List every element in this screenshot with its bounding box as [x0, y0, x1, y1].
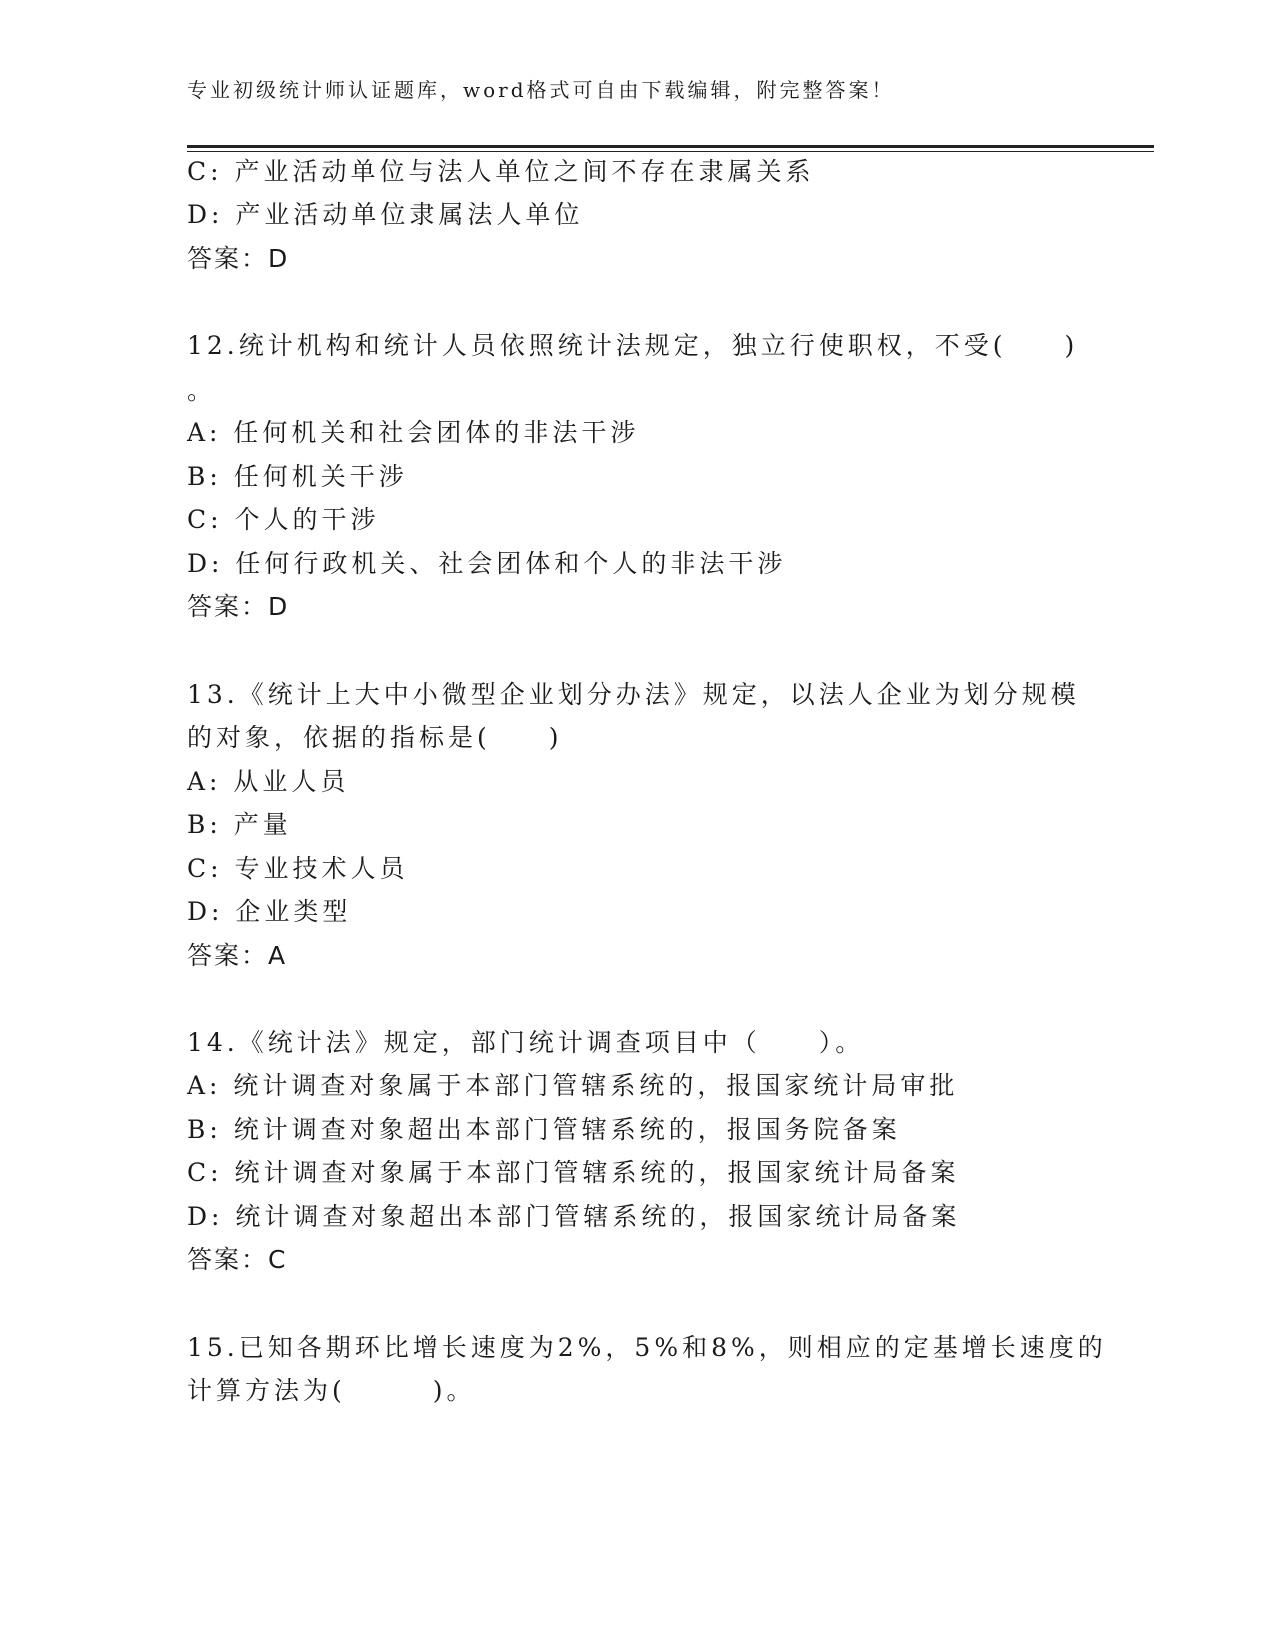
- q13-answer: 答案：A: [187, 941, 288, 970]
- q12-option-b: B: 任何机关干涉: [187, 462, 408, 491]
- q14-option-a: A: 统计调查对象属于本部门管辖系统的，报国家统计局审批: [187, 1071, 959, 1100]
- q13-option-d: D: 企业类型: [187, 897, 352, 926]
- q13-option-a: A: 从业人员: [187, 767, 350, 796]
- q12-option-c: C: 个人的干涉: [187, 505, 380, 534]
- q12-option-a: A: 任何机关和社会团体的非法干涉: [187, 418, 640, 447]
- header-rule-thin: [187, 151, 1154, 152]
- q12-stem-line-1: 12.统计机构和统计人员依照统计法规定，独立行使职权，不受( ): [187, 331, 1079, 360]
- q14-option-b: B: 统计调查对象超出本部门管辖系统的，报国务院备案: [187, 1115, 901, 1144]
- header-rule-thick: [187, 145, 1154, 148]
- q11-option-c: C: 产业活动单位与法人单位之间不存在隶属关系: [187, 157, 815, 186]
- q12-option-d: D: 任何行政机关、社会团体和个人的非法干涉: [187, 549, 787, 578]
- q14-answer: 答案：C: [187, 1245, 288, 1274]
- q15-stem-line-1: 15.已知各期环比增长速度为2%，5%和8%，则相应的定基增长速度的: [187, 1333, 1107, 1362]
- q14-stem-line-1: 14.《统计法》规定，部门统计调查项目中（ ）。: [187, 1028, 865, 1057]
- q13-option-b: B: 产量: [187, 810, 292, 839]
- q12-stem-line-2: 。: [187, 376, 217, 405]
- q14-option-c: C: 统计调查对象属于本部门管辖系统的，报国家统计局备案: [187, 1158, 960, 1187]
- q11-option-d: D: 产业活动单位隶属法人单位: [187, 200, 584, 229]
- q13-option-c: C: 专业技术人员: [187, 854, 409, 883]
- q13-stem-line-1: 13.《统计上大中小微型企业划分办法》规定，以法人企业为划分规模: [187, 680, 1080, 709]
- q11-answer: 答案：D: [187, 244, 290, 273]
- q15-stem-line-2: 计算方法为( )。: [187, 1376, 476, 1405]
- q14-option-d: D: 统计调查对象超出本部门管辖系统的，报国家统计局备案: [187, 1202, 961, 1231]
- page-header: 专业初级统计师认证题库，word格式可自由下载编辑，附完整答案！: [187, 78, 895, 102]
- q12-answer: 答案：D: [187, 592, 290, 621]
- q13-stem-line-2: 的对象，依据的指标是( ): [187, 723, 563, 752]
